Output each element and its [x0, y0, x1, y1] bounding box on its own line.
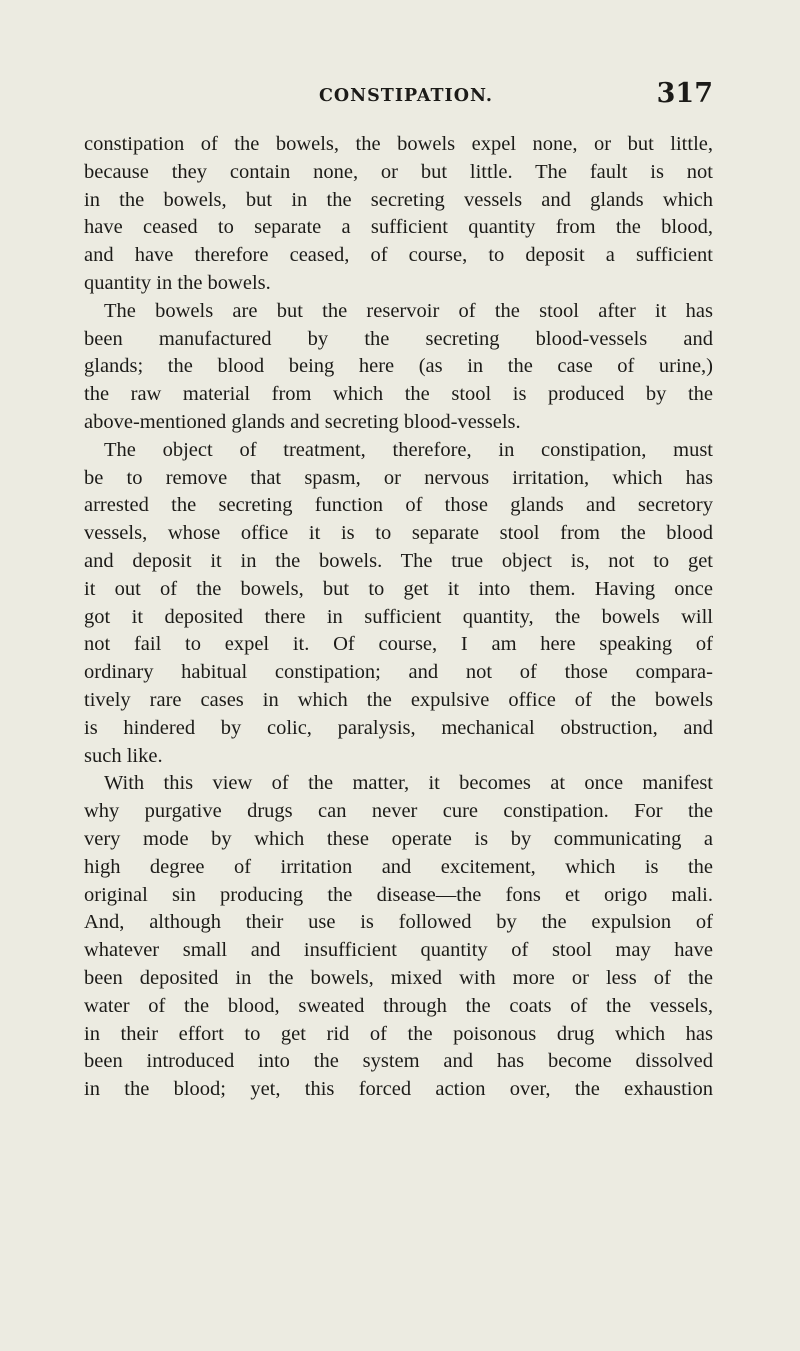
text-line: and have therefore ceased, of course, to deposit a sufficient	[84, 244, 713, 267]
text-line: tively rare cases in which the expulsive office of the bowels	[84, 688, 713, 711]
text-line: above-mentioned glands and secreting blood-vessels.	[84, 410, 521, 433]
text-line: The bowels are but the reservoir of the stool after it has	[104, 299, 713, 322]
text-line: and deposit it in the bowels. The true object is, not to get	[84, 549, 713, 572]
text-line: not fail to expel it. Of course, I am here speaking of	[84, 633, 713, 656]
text-line: been manufactured by the secreting blood-vessels and	[84, 327, 713, 350]
page-number: 317	[656, 78, 713, 109]
text-line: in their effort to get rid of the poisonous drug which has	[84, 1022, 713, 1045]
body-text	[84, 131, 713, 1104]
text-line: quantity in the bowels.	[84, 271, 271, 294]
text-line: because they contain none, or but little. The fault is not	[84, 160, 713, 183]
text-line: And, although their use is followed by the expulsion of	[84, 911, 713, 934]
text-line: constipation of the bowels, the bowels expel none, or but little,	[84, 133, 713, 155]
text-line: arrested the secreting function of those glands and secretory	[84, 494, 713, 517]
text-line: is hindered by colic, paralysis, mechanical obstruction, and	[84, 716, 713, 739]
text-line: such like.	[84, 744, 163, 767]
text-line: glands; the blood being here (as in the case of urine,)	[84, 355, 713, 378]
text-line: ordinary habitual constipation; and not of those compara-	[84, 661, 713, 684]
text-line: whatever small and insufficient quantity of stool may have	[84, 939, 713, 962]
text-line: been introduced into the system and has become dissolved	[84, 1050, 713, 1073]
text-line: got it deposited there in sufficient quantity, the bowels will	[84, 605, 713, 628]
text-line: very mode by which these operate is by communicating a	[84, 827, 713, 850]
text-line: high degree of irritation and excitement, which is the	[84, 855, 713, 878]
running-title: CONSTIPATION.	[319, 86, 493, 106]
text-line: water of the blood, sweated through the coats of the vessels,	[84, 994, 713, 1017]
running-head	[84, 76, 713, 116]
text-line: be to remove that spasm, or nervous irritation, which has	[84, 466, 713, 489]
text-line: been deposited in the bowels, mixed with more or less of the	[84, 966, 713, 989]
text-line: original sin producing the disease—the fons et origo mali.	[84, 883, 713, 906]
text-line: in the blood; yet, this forced action over, the exhaustion	[84, 1078, 713, 1101]
text-line: vessels, whose office it is to separate stool from the blood	[84, 522, 713, 545]
text-line: why purgative drugs can never cure constipation. For the	[84, 800, 713, 823]
text-line: The object of treatment, therefore, in constipation, must	[104, 438, 713, 461]
text-line: With this view of the matter, it becomes at once manifest	[104, 772, 713, 795]
text-line: it out of the bowels, but to get it into them. Having once	[84, 577, 713, 600]
text-line: in the bowels, but in the secreting vessels and glands which	[84, 188, 713, 211]
text-line: have ceased to separate a sufficient quantity from the blood,	[84, 216, 713, 239]
text-line: the raw material from which the stool is produced by the	[84, 383, 713, 406]
